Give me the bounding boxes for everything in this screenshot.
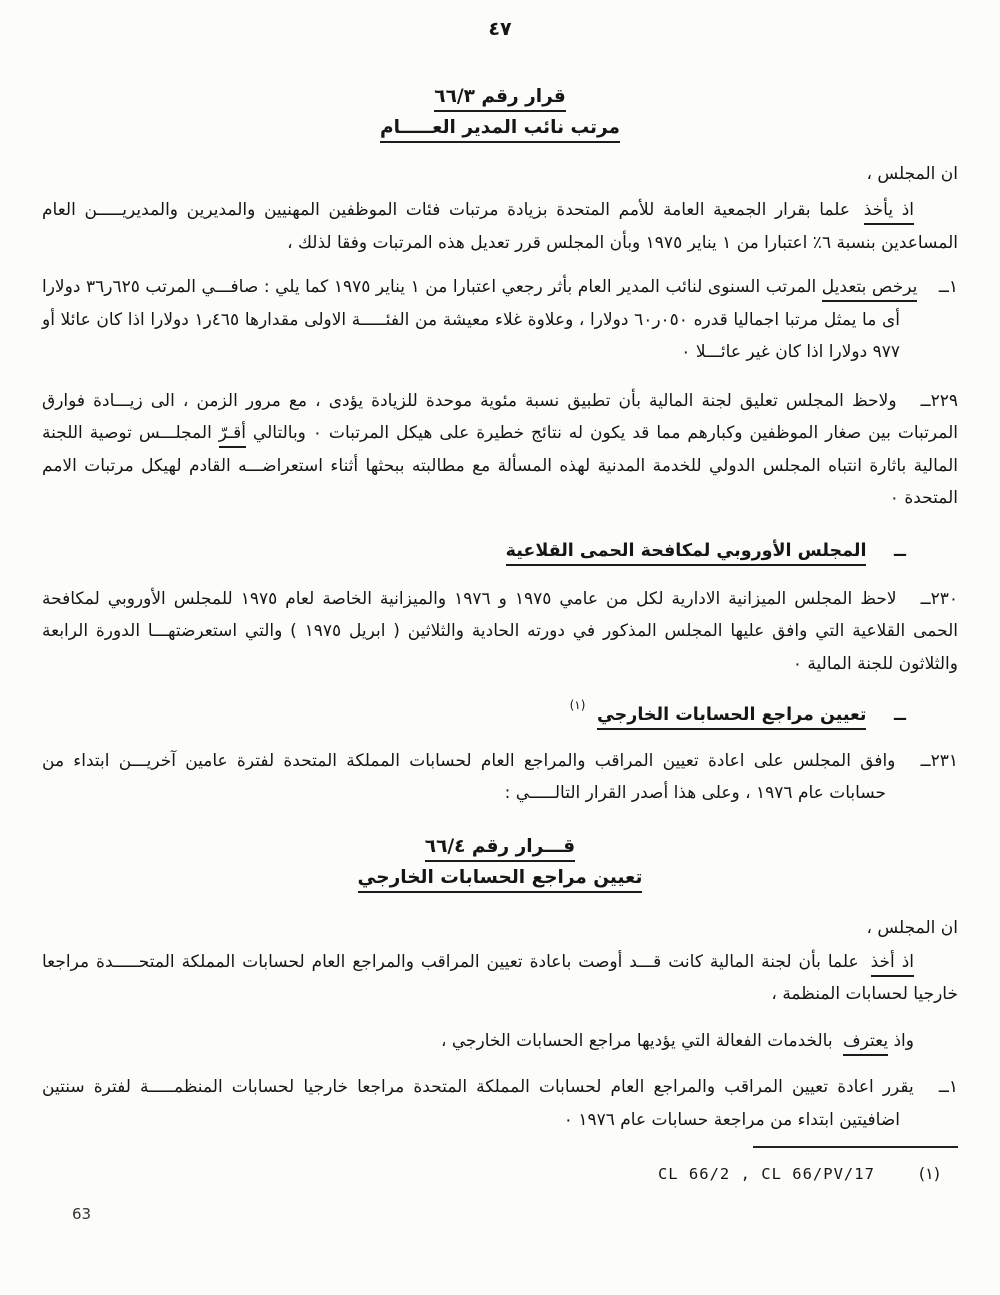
resolution-663-title-line (42, 117, 958, 138)
preamble-664-2-prefix: واذ (893, 1030, 914, 1051)
operative-664-item-1 (42, 1071, 958, 1136)
preamble-664-1 (42, 946, 958, 1011)
page-number-bottom: 63 (72, 1205, 92, 1223)
paragraph-229-underlined-word: أقـرّ (219, 423, 246, 448)
preamble-664-2-lead: يعترف (843, 1031, 888, 1056)
resolution-663-number: قرار رقم ٦٦/٣ (434, 86, 565, 112)
council-intro-2: ان المجلس ، (866, 917, 958, 938)
resolution-664-title-line (42, 867, 958, 888)
footnote-marker: (١) (918, 1164, 940, 1184)
preamble-664-2 (42, 1025, 958, 1058)
paragraph-229-number: ٢٢٩ــ (920, 390, 958, 411)
paragraph-229 (42, 385, 958, 515)
council-intro-1: ان المجلس ، (866, 164, 958, 184)
resolution-664-number: قـــرار رقم ٦٦/٤ (425, 836, 575, 862)
page-number-top: ٤٧ (488, 18, 512, 40)
preamble-663-lead: اذ يأخذ (864, 200, 914, 225)
operative-664-text: يقرر اعادة تعيين المراقب والمراجع العام لحسابات المملكة المتحدة مراجعا خارجيا لحسابات المنظمـــــة لفترة سنتين اضافيتين ابتداء من مراجعة حسابات عام ١٩٧٦ ٠ (42, 1077, 914, 1130)
preamble-664-1-text: علما بأن لجنة المالية كانت قـــد أوصت باعادة تعيين المراقب والمراجع العام لحسابات المملكة المتحـــــدة مراجعا خارجيا لحسابات المنظمة ، (42, 951, 958, 1005)
resolution-663-heading (42, 86, 958, 138)
preamble-664-1-lead: اذ أخذ (871, 952, 914, 977)
paragraph-231-number: ٢٣١ــ (920, 750, 959, 771)
section-heading-auditor-title: تعيين مراجع الحسابات الخارجي (597, 705, 866, 730)
paragraph-231-text: وافق المجلس على اعادة تعيين المراقب والمراجع العام لحسابات المملكة المتحدة لفترة عامين آخريـــن ابتداء من حسابات عام ١٩٧٦ ، وعلى هذا أصدر القرار التالـــــي : (42, 750, 896, 804)
preamble-664-2-text: بالخدمات الفعالة التي يؤديها مراجع الحسابات الخارجي ، (440, 1030, 833, 1051)
operative-663-lead: يرخص بتعديل (822, 277, 918, 302)
section-dash: ــ (894, 540, 906, 561)
resolution-663-title: مرتب نائب المدير العـــــام (380, 117, 620, 143)
resolution-664-heading (42, 836, 958, 888)
footnote (42, 1164, 958, 1183)
item-number: ١ــ (938, 277, 959, 297)
item-number: ١ــ (938, 1077, 958, 1098)
footnote-reference: (١) (569, 698, 586, 712)
paragraph-231 (42, 745, 958, 810)
paragraph-229-text-1: ولاحظ المجلس تعليق لجنة المالية بأن تطبيق نسبة مئوية موحدة للزيادة يؤدى ، مع مرور الزمن ، الى زيـــادة فوارق المرتبات بين صغار الموظفين وكبارهم مما قد يكون له نتائج خطيرة على هيكل المرتبات ٠ وبالتالي (42, 390, 958, 443)
section-heading-fmd-title: المجلس الأوروبي لمكافحة الحمى القلاعية (506, 541, 867, 566)
paragraph-229-text-2: المجلـــس توصية اللجنة المالية باثارة انتباه المجلس الدولي للخدمة المدنية لهذه المسألة مع مطالبته ببحثها أثناء استعراضـــه القادم لهيكل مرتبات الامم المتحدة ٠ (42, 423, 958, 508)
paragraph-230-number: ٢٣٠ــ (920, 588, 958, 609)
operative-663-text: المرتب السنوى لنائب المدير العام بأثر رجعي اعتبارا من ١ يناير ١٩٧٥ كما يلي : صافـــي المرتب ٦٢٥ر٣٦ دولارا أى ما يمثل مرتبا اجماليا قدره ٠٥٠ر٦٠ دولارا ، وعلاوة غلاء معيشة من الفئـــــة الاولى مقدارها ٤٦٥ر١ دولارا اذا كان عائلا أو ٩٧٧ دولارا اذا كان غير عائـــلا ٠ (42, 277, 900, 362)
footnote-document-references: CL 66/2 , CL 66/PV/17 (657, 1165, 875, 1184)
resolution-664-number-line (42, 836, 958, 857)
preamble-663 (42, 194, 958, 259)
preamble-663-text: علما بقرار الجمعية العامة للأمم المتحدة بزيادة مرتبات فئات الموظفين المهنيين والمديرين والمديريـــــن العام المساعدين بنسبة ٦٪ اعتبارا من ١ يناير ١٩٧٥ وبأن المجلس قرر تعديل هذه المرتبات وفقا لذلك ، (42, 200, 958, 253)
operative-663-item-1 (42, 271, 958, 369)
section-heading-auditor (42, 698, 958, 725)
section-dash: ــ (894, 704, 906, 725)
footnote-separator (753, 1146, 958, 1148)
paragraph-230 (42, 583, 958, 681)
paragraph-230-text: لاحظ المجلس الميزانية الادارية لكل من عامي ١٩٧٥ و ١٩٧٦ والميزانية الخاصة لعام ١٩٧٥ للمجلس الأوروبي لمكافحة الحمى القلاعية التي وافق عليها المجلس المذكور في دورته الحادية والثلاثين ( ابريل ١٩٧٥ ) والتي استعرضتهـــا الدورة الرابعة والثلاثون للجنة المالية ٠ (42, 588, 958, 674)
resolution-663-number-line (42, 86, 958, 107)
resolution-664-title: تعيين مراجع الحسابات الخارجي (358, 867, 643, 893)
section-heading-fmd (42, 541, 958, 561)
